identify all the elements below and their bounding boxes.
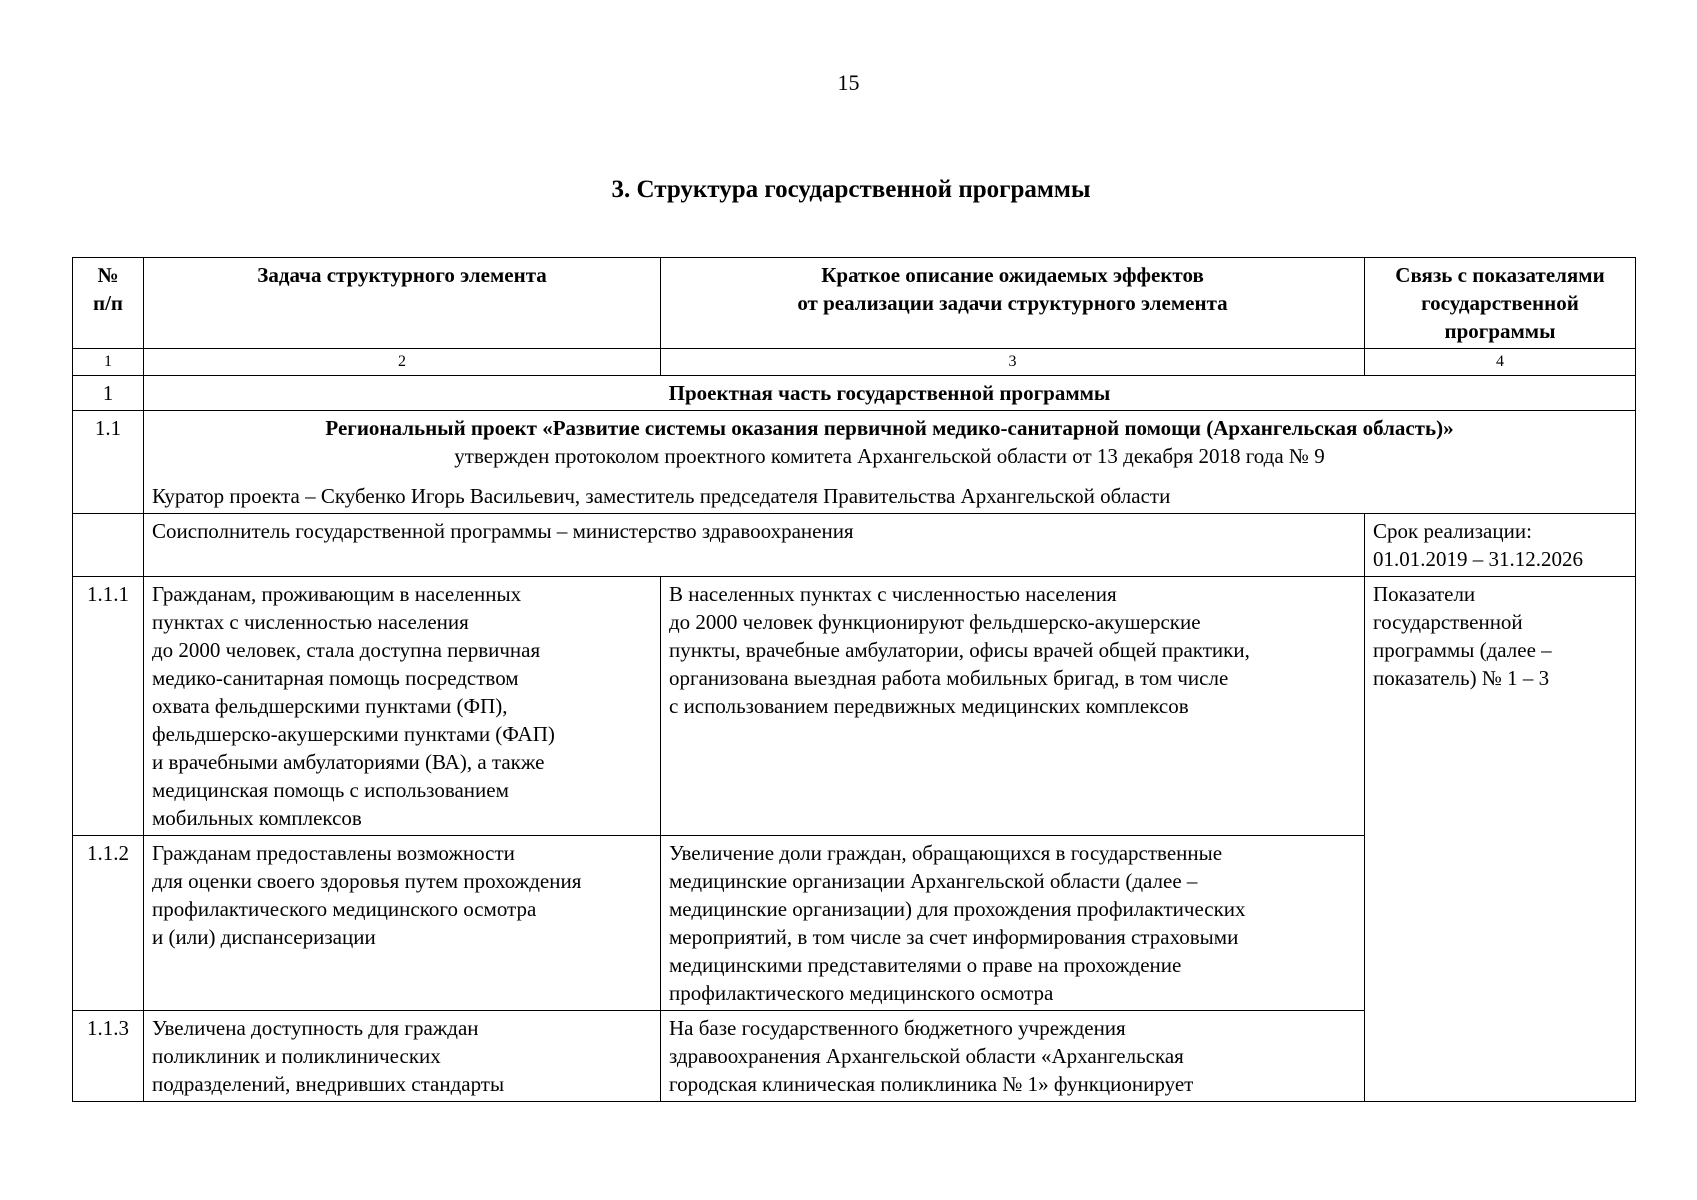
- task-line: охвата фельдшерскими пунктами (ФП),: [152, 694, 508, 718]
- part-row: [73, 376, 1636, 411]
- task-line: Увеличена доступность для граждан: [152, 1016, 479, 1040]
- task-line: Гражданам предоставлены возможности: [152, 841, 515, 865]
- task-cell: [144, 836, 661, 1011]
- program-structure-table: [72, 257, 1636, 1102]
- coexecutor-row: [73, 514, 1636, 577]
- task-cell: [144, 577, 661, 836]
- effect-line: с использованием передвижных медицинских комплексов: [669, 694, 1189, 718]
- effect-line: медицинские организации Архангельской области (далее –: [669, 869, 1198, 893]
- table-header-row: [73, 258, 1636, 349]
- effect-line: пункты, врачебные амбулатории, офисы врачей общей практики,: [669, 638, 1250, 662]
- task-cell: [144, 1011, 661, 1102]
- header-link-line: государственной: [1421, 291, 1579, 315]
- effect-line: до 2000 человек функционируют фельдшерско-акушерские: [669, 610, 1201, 634]
- row-num: 1.1.3: [73, 1011, 144, 1102]
- header-indicator-link: [1365, 258, 1636, 349]
- task-line: фельдшерско-акушерскими пунктами (ФАП): [152, 722, 555, 746]
- header-link-line: Связь с показателями: [1395, 263, 1605, 287]
- header-effects-line: Краткое описание ожидаемых эффектов: [821, 263, 1204, 287]
- task-line: профилактического медицинского осмотра: [152, 897, 537, 921]
- part-num: 1: [73, 376, 144, 411]
- project-approval: утвержден протоколом проектного комитета Архангельской области от 13 декабря 2018 года № 9: [454, 444, 1325, 468]
- term-line: Срок реализации:: [1373, 519, 1532, 543]
- effect-line: На базе государственного бюджетного учреждения: [669, 1016, 1126, 1040]
- column-number: 2: [144, 349, 661, 376]
- task-line: для оценки своего здоровья путем прохождения: [152, 869, 582, 893]
- task-line: подразделений, внедривших стандарты: [152, 1072, 505, 1096]
- indicator-line: Показатели: [1373, 582, 1476, 606]
- header-num-line: №: [97, 263, 119, 287]
- effect-line: В населенных пунктах с численностью населения: [669, 582, 1117, 606]
- effect-cell: [661, 1011, 1365, 1102]
- effect-line: здравоохранения Архангельской области «Архангельская: [669, 1044, 1184, 1068]
- project-cell: [144, 411, 1636, 514]
- indicator-line: программы (далее –: [1373, 638, 1552, 662]
- header-link-line: программы: [1444, 319, 1556, 343]
- effect-line: медицинскими представителями о праве на прохождение: [669, 953, 1182, 977]
- column-number: 1: [73, 349, 144, 376]
- task-line: мобильных комплексов: [152, 806, 362, 830]
- column-number-row: [73, 349, 1636, 376]
- task-line: поликлиник и поликлинических: [152, 1044, 441, 1068]
- coexecutor-text: Соисполнитель государственной программы – министерство здравоохранения: [144, 514, 1365, 577]
- project-row: [73, 411, 1636, 514]
- empty-cell: [73, 514, 144, 577]
- project-title: Региональный проект «Развитие системы оказания первичной медико-санитарной помощи (Архангельская область)»: [325, 416, 1454, 440]
- part-title: Проектная часть государственной программы: [144, 376, 1636, 411]
- effect-line: медицинские организации) для прохождения профилактических: [669, 897, 1246, 921]
- effect-line: городская клиническая поликлиника № 1» функционирует: [669, 1072, 1194, 1096]
- indicator-line: государственной: [1373, 610, 1523, 634]
- indicator-line: показатель) № 1 – 3: [1373, 666, 1550, 690]
- section-title: 3. Структура государственной программы: [611, 176, 1091, 203]
- task-line: Гражданам, проживающим в населенных: [152, 582, 522, 606]
- term-cell: [1365, 514, 1636, 577]
- task-line: до 2000 человек, стала доступна первичная: [152, 638, 541, 662]
- task-line: и врачебными амбулаториями (ВА), а также: [152, 750, 545, 774]
- effect-cell: [661, 577, 1365, 836]
- term-line: 01.01.2019 – 31.12.2026: [1373, 547, 1583, 571]
- header-effects: [661, 258, 1365, 349]
- row-num: 1.1.1: [73, 577, 144, 836]
- header-effects-line: от реализации задачи структурного элемента: [797, 291, 1228, 315]
- header-num: [73, 258, 144, 349]
- header-task: Задача структурного элемента: [144, 258, 661, 349]
- project-num: 1.1: [73, 411, 144, 514]
- page-number: 15: [837, 70, 860, 95]
- effect-cell: [661, 836, 1365, 1011]
- row-num: 1.1.2: [73, 836, 144, 1011]
- project-curator: Куратор проекта – Скубенко Игорь Васильевич, заместитель председателя Правительства Архангельской области: [152, 484, 1171, 508]
- effect-line: профилактического медицинского осмотра: [669, 981, 1054, 1005]
- task-line: медицинская помощь с использованием: [152, 778, 509, 802]
- table-row: [73, 577, 1636, 836]
- column-number: 4: [1365, 349, 1636, 376]
- header-num-line: п/п: [92, 291, 124, 315]
- task-line: и (или) диспансеризации: [152, 925, 376, 949]
- effect-line: Увеличение доли граждан, обращающихся в государственные: [669, 841, 1223, 865]
- column-number: 3: [661, 349, 1365, 376]
- indicator-cell: [1365, 577, 1636, 1102]
- task-line: пунктах с численностью населения: [152, 610, 469, 634]
- effect-line: мероприятий, в том числе за счет информирования страховыми: [669, 925, 1239, 949]
- effect-line: организована выездная работа мобильных бригад, в том числе: [669, 666, 1229, 690]
- task-line: медико-санитарная помощь посредством: [152, 666, 519, 690]
